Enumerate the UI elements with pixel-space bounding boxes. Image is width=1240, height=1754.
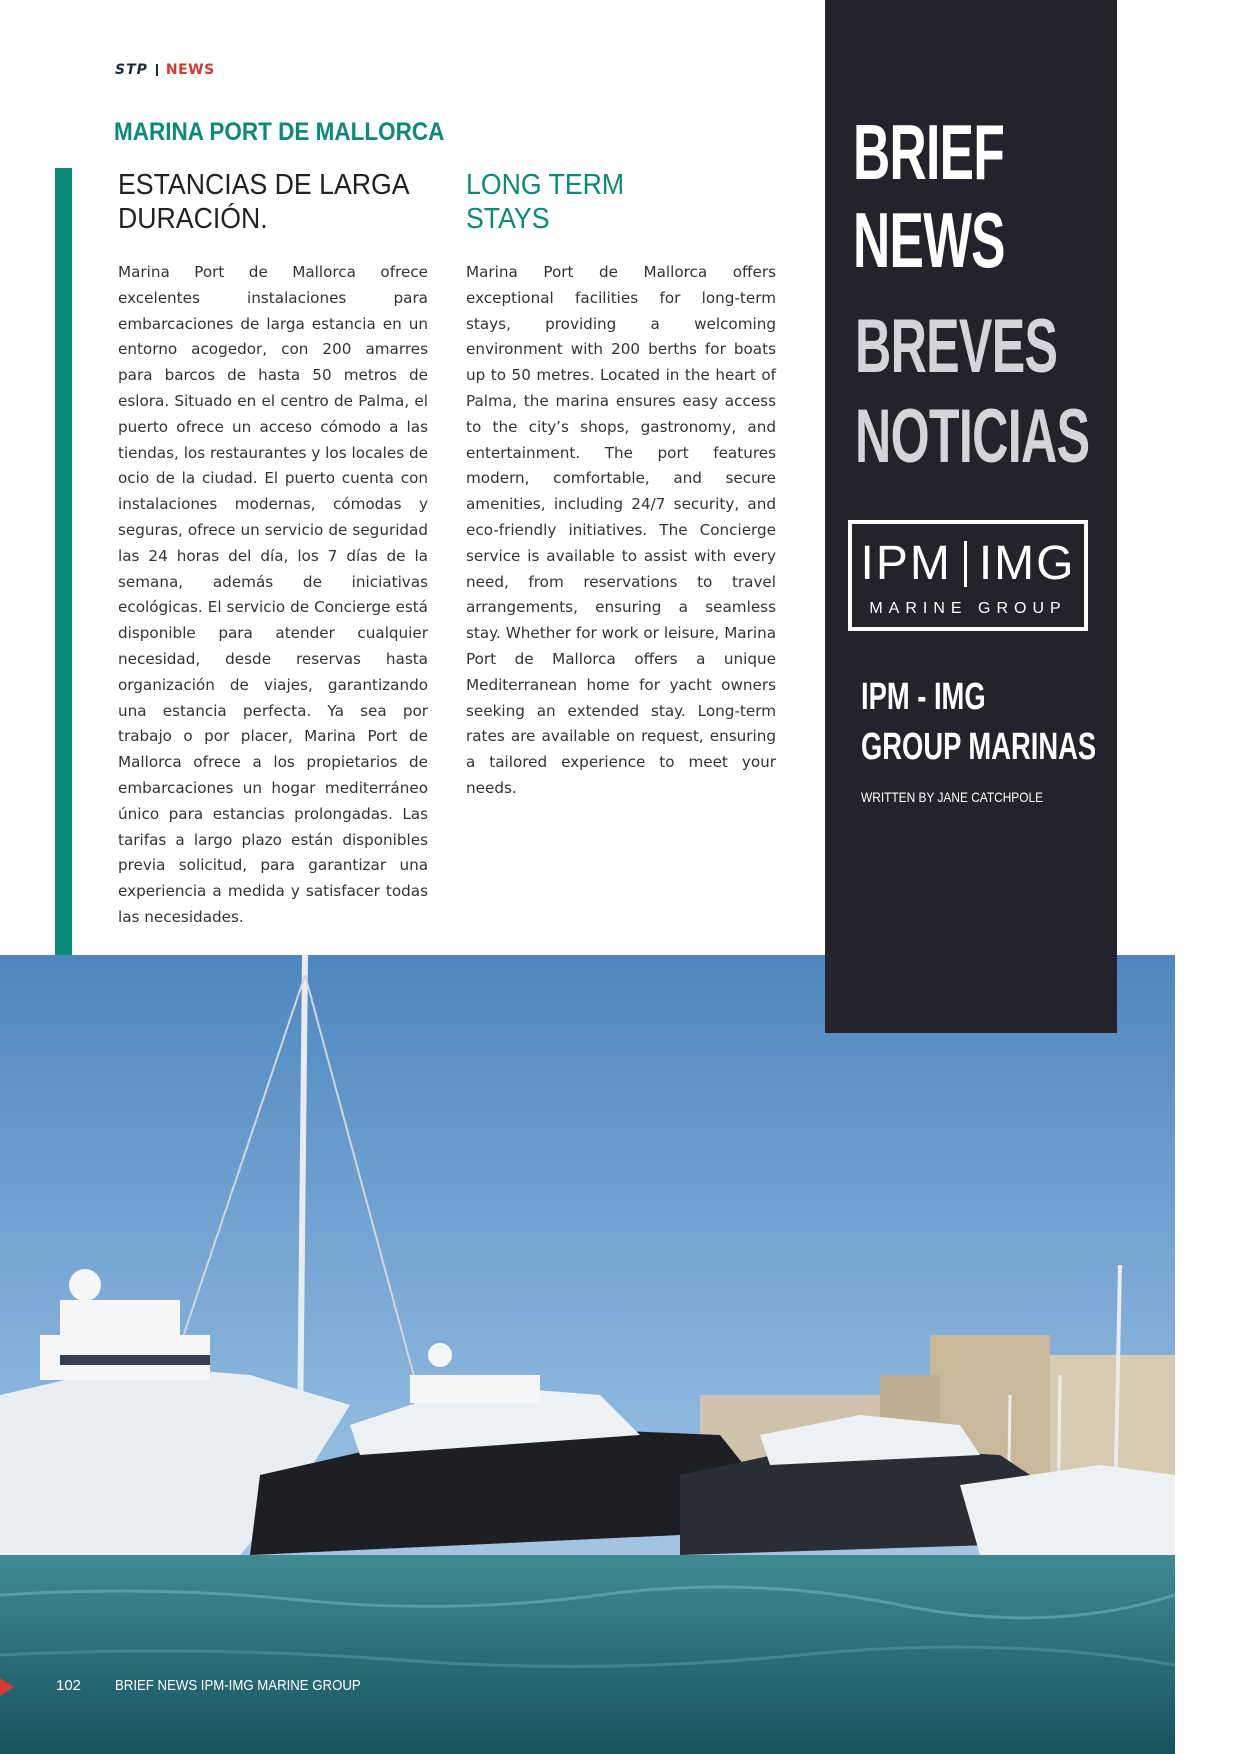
- spanish-column: [118, 168, 428, 931]
- breves-noticias-title: [855, 302, 1089, 482]
- brief-title-line2: NEWS: [853, 196, 1005, 284]
- masthead: [115, 62, 215, 78]
- publication-logo: STP: [115, 62, 148, 78]
- spanish-title-line1: ESTANCIAS DE LARGA: [118, 169, 410, 201]
- brief-news-title: [853, 108, 1005, 284]
- page-number: 102: [56, 1677, 82, 1694]
- spanish-body: Marina Port de Mallorca ofrece excelentes instalaciones para embarcaciones de larga estancia en un entorno acogedor, con 200 amarres para barcos de hasta 50 metros de eslora. Situado en el centro de Palma, el puerto ofrece un acceso cómodo a las tiendas, los restaurantes y los locales de ocio de la ciudad. El puerto cuenta con instalaciones modernas, cómodas y seguras, ofrece un servicio de seguridad las 24 horas del día, los 7 días de la semana, además de iniciativas ecológicas. El servicio de Concierge está disponible para atender cualquier necesidad, desde reservas hasta organización de viajes, garantizando una estancia perfecta. Ya sea por trabajo o por placer, Marina Port de Mallorca ofrece a los propietarios de embarcaciones un hogar mediterráneo único para estancias prolongadas. Las tarifas a largo plazo están disponibles previa solicitud, para garantizar una experiencia a medida y satisfacer todas las necesidades.: [118, 263, 428, 926]
- footer-running-title: BRIEF NEWS IPM-IMG MARINE GROUP: [115, 1677, 361, 1694]
- yacht-harbor-illustration: [0, 955, 1175, 1754]
- logo-wordmark: [852, 538, 1084, 590]
- spanish-title: [118, 168, 431, 236]
- english-title-line2: STAYS: [466, 203, 550, 235]
- brief-news-panel: [825, 0, 1117, 1033]
- footer-arrow-icon: [0, 1678, 14, 1696]
- brief-title-line1: BRIEF: [853, 108, 1005, 196]
- group-marinas-title: [861, 672, 1096, 772]
- logo-right-text: IMG: [978, 537, 1076, 590]
- ipm-img-logo: [848, 520, 1088, 631]
- spanish-title-line2: DURACIÓN.: [118, 203, 268, 235]
- section-label: NEWS: [165, 62, 215, 78]
- logo-left-text: IPM: [860, 537, 952, 590]
- english-title-line1: LONG TERM: [466, 169, 625, 201]
- masthead-divider: [156, 64, 158, 76]
- english-body: Marina Port de Mallorca offers exceptional facilities for long-term stays, providing a welcoming environment with 200 berths for boats up to 50 metres. Located in the heart of Palma, the marina ensures easy access to the city’s shops, gastronomy, and entertainment. The port features modern, comfortable, and secure amenities, including 24/7 security, and eco-friendly initiatives. The Concierge service is available to assist with every need, from reservations to travel arrangements, ensuring a seamless stay. Whether for work or leisure, Marina Port de Mallorca offers a unique Mediterranean home for yacht owners seeking an extended stay. Long-term rates are available on request, ensuring a tailored experience to meet your needs.: [466, 263, 776, 797]
- author-byline: WRITTEN BY JANE CATCHPOLE: [861, 789, 1044, 805]
- breves-title-line1: BREVES: [855, 304, 1058, 389]
- group-title-line2: GROUP MARINAS: [861, 726, 1097, 768]
- breves-title-line2: NOTICIAS: [855, 394, 1090, 479]
- logo-divider: [964, 541, 967, 587]
- english-column: [466, 168, 776, 802]
- accent-bar: [55, 168, 72, 994]
- group-title-line1: IPM - IMG: [861, 676, 986, 718]
- english-title: [466, 168, 779, 236]
- article-kicker: MARINA PORT DE MALLORCA: [114, 118, 445, 146]
- marina-photo: [0, 955, 1175, 1754]
- logo-subtitle: MARINE GROUP: [869, 600, 1067, 617]
